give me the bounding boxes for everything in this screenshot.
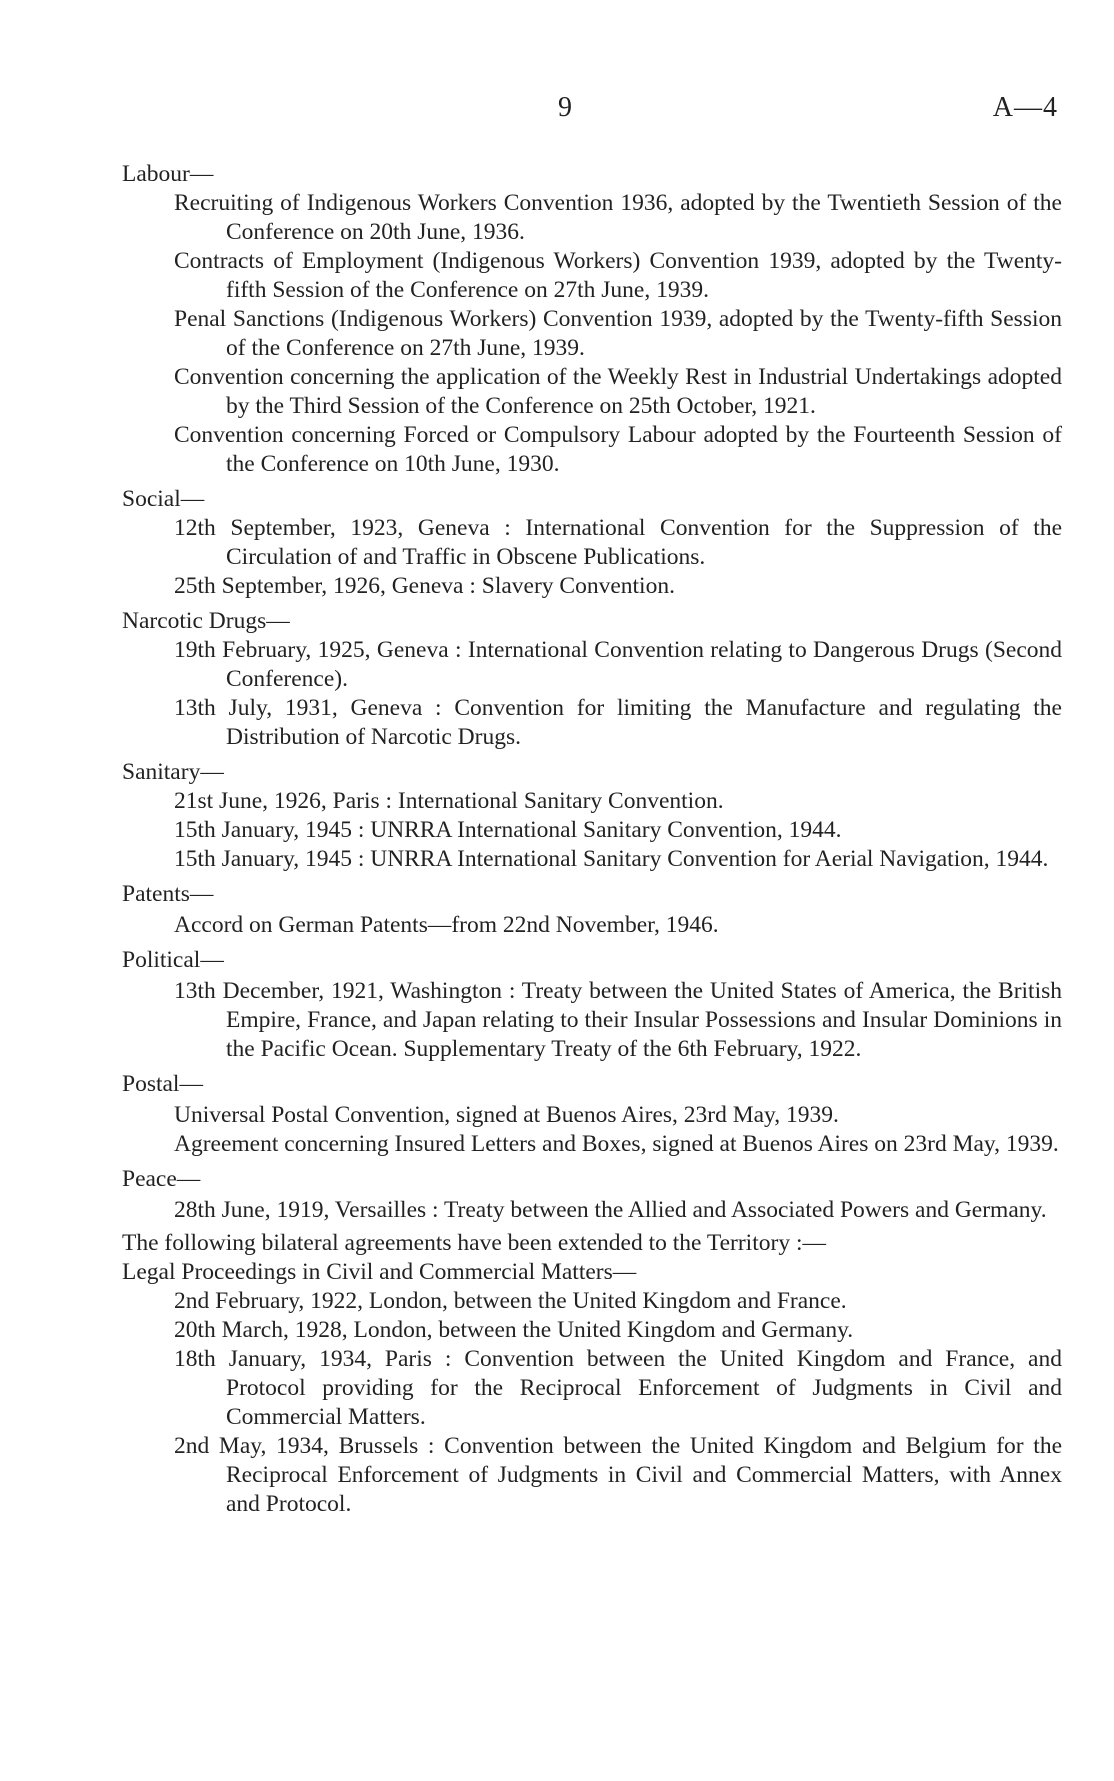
list-item: 25th September, 1926, Geneva : Slavery Convention. — [174, 573, 675, 599]
list-item: 2nd February, 1922, London, between the United Kingdom and France. — [174, 1288, 847, 1314]
list-item: 2nd May, 1934, Brussels : Convention between the United Kingdom and Belgium for the Reciprocal Enforcement of Judgments in Civil and Commercial Matters, with Annex and Protocol. — [174, 1433, 1062, 1517]
page-number: 9 — [558, 92, 572, 123]
section-heading-legal-proceedings: Legal Proceedings in Civil and Commercial Matters— — [122, 1259, 637, 1285]
list-item: 13th July, 1931, Geneva : Convention for limiting the Manufacture and regulating the Distribution of Narcotic Drugs. — [174, 695, 1062, 750]
list-item: 15th January, 1945 : UNRRA International Sanitary Convention, 1944. — [174, 817, 842, 843]
list-item: 28th June, 1919, Versailles : Treaty between the Allied and Associated Powers and Germany. — [174, 1197, 1047, 1223]
list-item: 15th January, 1945 : UNRRA International Sanitary Convention for Aerial Navigation, 1944. — [174, 846, 1049, 872]
list-item: Recruiting of Indigenous Workers Convention 1936, adopted by the Twentieth Session of the Conference on 20th June, 1936. — [174, 190, 1062, 245]
list-item: 18th January, 1934, Paris : Convention between the United Kingdom and France, and Protocol providing for the Reciprocal Enforcement of Judgments in Civil and Commercial Matters. — [174, 1346, 1062, 1430]
list-item: Contracts of Employment (Indigenous Workers) Convention 1939, adopted by the Twenty-fifth Session of the Conference on 27th June, 1939. — [174, 248, 1062, 303]
list-item: 19th February, 1925, Geneva : International Convention relating to Dangerous Drugs (Second Conference). — [174, 637, 1062, 692]
section-heading-patents: Patents— — [122, 881, 214, 907]
section-heading-narcotic-drugs: Narcotic Drugs— — [122, 608, 290, 634]
section-heading-peace: Peace— — [122, 1166, 201, 1192]
document-body — [122, 160, 1062, 1519]
section-heading-postal: Postal— — [122, 1071, 203, 1097]
list-item: Universal Postal Convention, signed at Buenos Aires, 23rd May, 1939. — [174, 1102, 839, 1128]
bilateral-intro: The following bilateral agreements have been extended to the Territory :— — [122, 1230, 826, 1256]
list-item: 21st June, 1926, Paris : International Sanitary Convention. — [174, 788, 724, 814]
list-item: Penal Sanctions (Indigenous Workers) Convention 1939, adopted by the Twenty-fifth Session of the Conference on 27th June, 1939. — [174, 306, 1062, 361]
list-item: Agreement concerning Insured Letters and Boxes, signed at Buenos Aires on 23rd May, 1939. — [174, 1131, 1059, 1157]
section-heading-political: Political— — [122, 947, 224, 973]
list-item: 20th March, 1928, London, between the United Kingdom and Germany. — [174, 1317, 854, 1343]
list-item: 13th December, 1921, Washington : Treaty between the United States of America, the British Empire, France, and Japan relating to their Insular Possessions and Insular Dominions in the Pacific Ocean. Supplementary Treaty of the 6th February, 1922. — [174, 978, 1062, 1062]
document-reference: A—4 — [992, 92, 1058, 123]
section-heading-sanitary: Sanitary— — [122, 759, 224, 785]
list-item: Convention concerning the application of the Weekly Rest in Industrial Undertakings adopted by the Third Session of the Conference on 25th October, 1921. — [174, 364, 1062, 419]
list-item: Convention concerning Forced or Compulsory Labour adopted by the Fourteenth Session of the Conference on 10th June, 1930. — [174, 422, 1062, 477]
list-item: Accord on German Patents—from 22nd November, 1946. — [174, 912, 719, 938]
list-item: 12th September, 1923, Geneva : International Convention for the Suppression of the Circulation of and Traffic in Obscene Publications. — [174, 515, 1062, 570]
section-heading-social: Social— — [122, 486, 205, 512]
section-heading-labour: Labour— — [122, 161, 214, 187]
